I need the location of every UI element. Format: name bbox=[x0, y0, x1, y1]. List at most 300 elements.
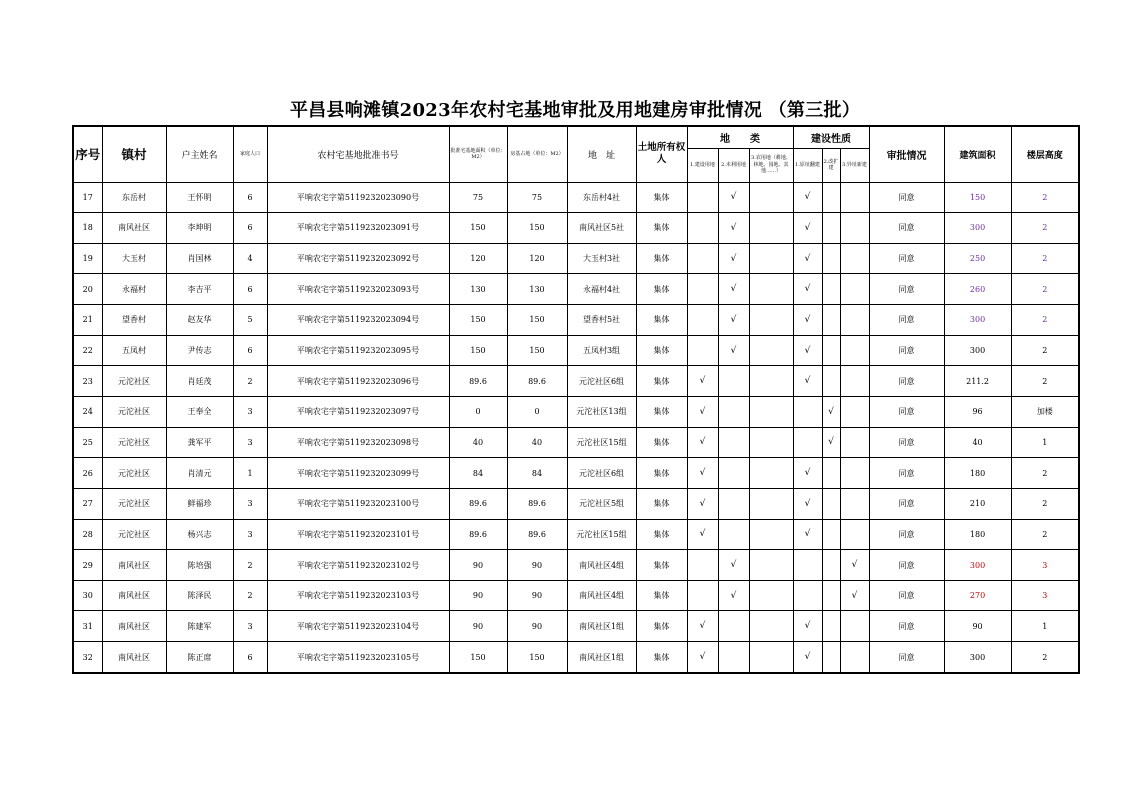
cell-house-area: 150 bbox=[507, 305, 567, 336]
cell-build-area: 300 bbox=[944, 213, 1011, 244]
table-row bbox=[73, 213, 1079, 244]
cell-nature-2: √ bbox=[822, 396, 840, 427]
cell-land-owner: 集体 bbox=[636, 396, 687, 427]
cell-family-pop: 3 bbox=[233, 519, 267, 550]
table-row bbox=[73, 488, 1079, 519]
cell-land-type-2 bbox=[718, 519, 749, 550]
cell-nature-1: √ bbox=[793, 366, 822, 397]
header-village: 镇村 bbox=[102, 126, 166, 182]
cell-land-type-3 bbox=[749, 427, 793, 458]
cell-nature-3 bbox=[840, 642, 869, 673]
cell-land-type-3 bbox=[749, 243, 793, 274]
header-approval: 审批情况 bbox=[869, 126, 944, 182]
cell-approved-area: 150 bbox=[449, 213, 507, 244]
cell-build-area: 270 bbox=[944, 580, 1011, 611]
cell-land-type-1: √ bbox=[687, 396, 718, 427]
cell-land-type-3 bbox=[749, 611, 793, 642]
table-header bbox=[73, 126, 1079, 182]
cell-nature-3 bbox=[840, 305, 869, 336]
header-nature-group: 建设性质 bbox=[793, 126, 869, 148]
cell-approved-area: 150 bbox=[449, 642, 507, 673]
cell-approved-area: 90 bbox=[449, 580, 507, 611]
cell-nature-1: √ bbox=[793, 182, 822, 213]
cell-village: 大玉村 bbox=[102, 243, 166, 274]
cell-family-pop: 6 bbox=[233, 642, 267, 673]
cell-land-owner: 集体 bbox=[636, 580, 687, 611]
cell-build-area: 211.2 bbox=[944, 366, 1011, 397]
cell-house-area: 89.6 bbox=[507, 366, 567, 397]
cell-land-owner: 集体 bbox=[636, 488, 687, 519]
cell-address: 南风社区1组 bbox=[567, 611, 636, 642]
header-approved-area: 批准宅基地面积（单位：M2） bbox=[449, 126, 507, 182]
cell-land-type-2: √ bbox=[718, 335, 749, 366]
cell-address: 元沱社区6组 bbox=[567, 458, 636, 489]
cell-approved-area: 89.6 bbox=[449, 366, 507, 397]
cell-land-type-3 bbox=[749, 519, 793, 550]
cell-house-area: 40 bbox=[507, 427, 567, 458]
cell-village: 南风社区 bbox=[102, 580, 166, 611]
cell-approved-area: 89.6 bbox=[449, 519, 507, 550]
cell-land-type-2 bbox=[718, 642, 749, 673]
cell-owner: 陈正席 bbox=[166, 642, 233, 673]
cell-seq: 24 bbox=[73, 396, 102, 427]
cell-approval-no: 平响农宅字第5119232023105号 bbox=[267, 642, 449, 673]
cell-nature-1: √ bbox=[793, 243, 822, 274]
cell-address: 元沱社区15组 bbox=[567, 427, 636, 458]
cell-land-type-1 bbox=[687, 550, 718, 581]
cell-address: 元沱社区15组 bbox=[567, 519, 636, 550]
cell-floor-height: 2 bbox=[1011, 519, 1079, 550]
cell-address: 元沱社区13组 bbox=[567, 396, 636, 427]
cell-build-area: 210 bbox=[944, 488, 1011, 519]
cell-nature-1 bbox=[793, 427, 822, 458]
cell-owner: 龚军平 bbox=[166, 427, 233, 458]
cell-owner: 李坤明 bbox=[166, 213, 233, 244]
table-body bbox=[73, 182, 1079, 673]
cell-land-owner: 集体 bbox=[636, 335, 687, 366]
header-nature-3: 3.异址新建 bbox=[840, 148, 869, 182]
cell-build-area: 150 bbox=[944, 182, 1011, 213]
cell-land-owner: 集体 bbox=[636, 274, 687, 305]
cell-build-area: 300 bbox=[944, 305, 1011, 336]
cell-approval: 同意 bbox=[869, 396, 944, 427]
cell-house-area: 150 bbox=[507, 213, 567, 244]
header-address: 地 址 bbox=[567, 126, 636, 182]
cell-village: 望香村 bbox=[102, 305, 166, 336]
cell-approval-no: 平响农宅字第5119232023092号 bbox=[267, 243, 449, 274]
cell-family-pop: 2 bbox=[233, 366, 267, 397]
cell-build-area: 180 bbox=[944, 519, 1011, 550]
cell-land-owner: 集体 bbox=[636, 305, 687, 336]
cell-land-owner: 集体 bbox=[636, 458, 687, 489]
cell-nature-2 bbox=[822, 274, 840, 305]
cell-land-type-3 bbox=[749, 335, 793, 366]
cell-floor-height: 2 bbox=[1011, 488, 1079, 519]
cell-build-area: 90 bbox=[944, 611, 1011, 642]
cell-owner: 陈泽民 bbox=[166, 580, 233, 611]
cell-nature-1 bbox=[793, 550, 822, 581]
cell-house-area: 150 bbox=[507, 335, 567, 366]
cell-approved-area: 90 bbox=[449, 611, 507, 642]
cell-nature-3 bbox=[840, 213, 869, 244]
cell-build-area: 260 bbox=[944, 274, 1011, 305]
cell-land-owner: 集体 bbox=[636, 550, 687, 581]
cell-approval: 同意 bbox=[869, 274, 944, 305]
cell-seq: 29 bbox=[73, 550, 102, 581]
cell-floor-height: 2 bbox=[1011, 213, 1079, 244]
cell-approval: 同意 bbox=[869, 611, 944, 642]
cell-village: 元沱社区 bbox=[102, 366, 166, 397]
cell-land-type-1 bbox=[687, 305, 718, 336]
cell-build-area: 96 bbox=[944, 396, 1011, 427]
cell-family-pop: 6 bbox=[233, 213, 267, 244]
cell-land-type-3 bbox=[749, 642, 793, 673]
cell-land-owner: 集体 bbox=[636, 642, 687, 673]
table-row bbox=[73, 642, 1079, 673]
cell-nature-2 bbox=[822, 550, 840, 581]
header-land-type-group: 地 类 bbox=[687, 126, 793, 148]
cell-floor-height: 2 bbox=[1011, 274, 1079, 305]
cell-floor-height: 1 bbox=[1011, 427, 1079, 458]
cell-nature-2 bbox=[822, 182, 840, 213]
cell-land-type-2: √ bbox=[718, 274, 749, 305]
cell-land-type-1: √ bbox=[687, 427, 718, 458]
cell-approval-no: 平响农宅字第5119232023096号 bbox=[267, 366, 449, 397]
cell-floor-height: 3 bbox=[1011, 550, 1079, 581]
cell-owner: 王奉全 bbox=[166, 396, 233, 427]
cell-nature-1: √ bbox=[793, 642, 822, 673]
cell-family-pop: 3 bbox=[233, 611, 267, 642]
cell-land-owner: 集体 bbox=[636, 366, 687, 397]
cell-owner: 赵友华 bbox=[166, 305, 233, 336]
cell-house-area: 89.6 bbox=[507, 519, 567, 550]
header-floor-height: 楼层高度 bbox=[1011, 126, 1079, 182]
cell-approval: 同意 bbox=[869, 488, 944, 519]
cell-seq: 28 bbox=[73, 519, 102, 550]
cell-village: 南风社区 bbox=[102, 213, 166, 244]
table-row bbox=[73, 335, 1079, 366]
cell-nature-2 bbox=[822, 519, 840, 550]
cell-village: 元沱社区 bbox=[102, 488, 166, 519]
cell-family-pop: 6 bbox=[233, 274, 267, 305]
cell-land-owner: 集体 bbox=[636, 182, 687, 213]
cell-approval: 同意 bbox=[869, 243, 944, 274]
table-row bbox=[73, 611, 1079, 642]
cell-approval-no: 平响农宅字第5119232023098号 bbox=[267, 427, 449, 458]
cell-land-type-2: √ bbox=[718, 213, 749, 244]
cell-land-type-1: √ bbox=[687, 458, 718, 489]
cell-nature-2: √ bbox=[822, 427, 840, 458]
cell-house-area: 89.6 bbox=[507, 488, 567, 519]
cell-approval-no: 平响农宅字第5119232023103号 bbox=[267, 580, 449, 611]
header-approval-no: 农村宅基地批准书号 bbox=[267, 126, 449, 182]
cell-land-type-2 bbox=[718, 427, 749, 458]
cell-nature-3 bbox=[840, 243, 869, 274]
cell-approval-no: 平响农宅字第5119232023090号 bbox=[267, 182, 449, 213]
cell-seq: 31 bbox=[73, 611, 102, 642]
cell-land-owner: 集体 bbox=[636, 427, 687, 458]
cell-approval-no: 平响农宅字第5119232023102号 bbox=[267, 550, 449, 581]
cell-seq: 32 bbox=[73, 642, 102, 673]
cell-nature-1: √ bbox=[793, 458, 822, 489]
cell-approval: 同意 bbox=[869, 366, 944, 397]
cell-owner: 陈建军 bbox=[166, 611, 233, 642]
cell-house-area: 90 bbox=[507, 580, 567, 611]
cell-approved-area: 150 bbox=[449, 335, 507, 366]
table-row bbox=[73, 550, 1079, 581]
cell-approved-area: 120 bbox=[449, 243, 507, 274]
cell-land-type-3 bbox=[749, 396, 793, 427]
cell-family-pop: 6 bbox=[233, 182, 267, 213]
cell-land-type-3 bbox=[749, 488, 793, 519]
header-land-type-3: 3.农用地（耕地、林地、园地、其他……） bbox=[749, 148, 793, 182]
cell-owner: 陈培强 bbox=[166, 550, 233, 581]
cell-nature-1: √ bbox=[793, 611, 822, 642]
table-row bbox=[73, 519, 1079, 550]
cell-house-area: 0 bbox=[507, 396, 567, 427]
cell-build-area: 250 bbox=[944, 243, 1011, 274]
cell-seq: 22 bbox=[73, 335, 102, 366]
cell-build-area: 40 bbox=[944, 427, 1011, 458]
cell-land-type-1: √ bbox=[687, 488, 718, 519]
cell-nature-1: √ bbox=[793, 335, 822, 366]
cell-approval: 同意 bbox=[869, 335, 944, 366]
cell-land-type-1: √ bbox=[687, 642, 718, 673]
cell-nature-2 bbox=[822, 642, 840, 673]
cell-nature-3: √ bbox=[840, 550, 869, 581]
cell-land-type-2 bbox=[718, 611, 749, 642]
cell-land-type-1: √ bbox=[687, 519, 718, 550]
cell-village: 南风社区 bbox=[102, 550, 166, 581]
cell-approved-area: 0 bbox=[449, 396, 507, 427]
cell-family-pop: 3 bbox=[233, 396, 267, 427]
cell-house-area: 75 bbox=[507, 182, 567, 213]
cell-seq: 30 bbox=[73, 580, 102, 611]
cell-build-area: 300 bbox=[944, 642, 1011, 673]
cell-village: 东岳村 bbox=[102, 182, 166, 213]
cell-address: 南风社区4组 bbox=[567, 580, 636, 611]
cell-nature-3 bbox=[840, 182, 869, 213]
cell-house-area: 90 bbox=[507, 611, 567, 642]
cell-approved-area: 150 bbox=[449, 305, 507, 336]
cell-approved-area: 90 bbox=[449, 550, 507, 581]
cell-approval: 同意 bbox=[869, 642, 944, 673]
table-row bbox=[73, 458, 1079, 489]
cell-village: 永福村 bbox=[102, 274, 166, 305]
cell-land-type-2 bbox=[718, 458, 749, 489]
cell-floor-height: 加楼 bbox=[1011, 396, 1079, 427]
header-nature-2: 2.改扩建 bbox=[822, 148, 840, 182]
cell-address: 永福村4社 bbox=[567, 274, 636, 305]
cell-nature-2 bbox=[822, 213, 840, 244]
cell-approval-no: 平响农宅字第5119232023097号 bbox=[267, 396, 449, 427]
cell-village: 元沱社区 bbox=[102, 396, 166, 427]
cell-house-area: 120 bbox=[507, 243, 567, 274]
cell-address: 元沱社区6组 bbox=[567, 366, 636, 397]
cell-approval: 同意 bbox=[869, 519, 944, 550]
cell-approval: 同意 bbox=[869, 213, 944, 244]
table-row bbox=[73, 274, 1079, 305]
cell-owner: 肖清元 bbox=[166, 458, 233, 489]
cell-address: 东岳村4社 bbox=[567, 182, 636, 213]
cell-nature-1 bbox=[793, 580, 822, 611]
cell-floor-height: 2 bbox=[1011, 305, 1079, 336]
cell-house-area: 84 bbox=[507, 458, 567, 489]
cell-approval-no: 平响农宅字第5119232023104号 bbox=[267, 611, 449, 642]
cell-land-type-1 bbox=[687, 274, 718, 305]
table-row bbox=[73, 580, 1079, 611]
cell-approval: 同意 bbox=[869, 427, 944, 458]
table-row bbox=[73, 243, 1079, 274]
cell-owner: 鲜福珍 bbox=[166, 488, 233, 519]
cell-land-type-1 bbox=[687, 335, 718, 366]
cell-floor-height: 3 bbox=[1011, 580, 1079, 611]
cell-village: 元沱社区 bbox=[102, 458, 166, 489]
cell-approval: 同意 bbox=[869, 550, 944, 581]
cell-land-type-1 bbox=[687, 213, 718, 244]
cell-nature-1: √ bbox=[793, 213, 822, 244]
cell-approval-no: 平响农宅字第5119232023100号 bbox=[267, 488, 449, 519]
cell-house-area: 90 bbox=[507, 550, 567, 581]
cell-land-type-2: √ bbox=[718, 550, 749, 581]
cell-land-type-3 bbox=[749, 182, 793, 213]
cell-approved-area: 40 bbox=[449, 427, 507, 458]
cell-land-type-1: √ bbox=[687, 366, 718, 397]
cell-seq: 21 bbox=[73, 305, 102, 336]
cell-land-type-3 bbox=[749, 213, 793, 244]
cell-village: 五凤村 bbox=[102, 335, 166, 366]
cell-owner: 杨兴志 bbox=[166, 519, 233, 550]
cell-land-type-2 bbox=[718, 366, 749, 397]
cell-land-type-2 bbox=[718, 396, 749, 427]
cell-nature-2 bbox=[822, 458, 840, 489]
cell-land-type-1 bbox=[687, 580, 718, 611]
cell-family-pop: 3 bbox=[233, 488, 267, 519]
cell-land-owner: 集体 bbox=[636, 213, 687, 244]
cell-nature-2 bbox=[822, 366, 840, 397]
table-row bbox=[73, 427, 1079, 458]
cell-nature-2 bbox=[822, 580, 840, 611]
cell-nature-2 bbox=[822, 305, 840, 336]
cell-nature-1: √ bbox=[793, 519, 822, 550]
header-land-type-1: 1.建设用地 bbox=[687, 148, 718, 182]
cell-approved-area: 89.6 bbox=[449, 488, 507, 519]
cell-nature-3 bbox=[840, 611, 869, 642]
cell-nature-1 bbox=[793, 396, 822, 427]
cell-house-area: 130 bbox=[507, 274, 567, 305]
page-title: 平昌县响滩镇2023年农村宅基地审批及用地建房审批情况 （第三批） bbox=[289, 100, 861, 121]
cell-nature-2 bbox=[822, 243, 840, 274]
cell-nature-3 bbox=[840, 519, 869, 550]
cell-approval-no: 平响农宅字第5119232023094号 bbox=[267, 305, 449, 336]
cell-nature-1: √ bbox=[793, 488, 822, 519]
cell-family-pop: 2 bbox=[233, 550, 267, 581]
header-land-owner: 土地所有权人 bbox=[636, 126, 687, 182]
cell-family-pop: 3 bbox=[233, 427, 267, 458]
table-row bbox=[73, 396, 1079, 427]
cell-land-type-3 bbox=[749, 274, 793, 305]
cell-seq: 27 bbox=[73, 488, 102, 519]
cell-family-pop: 1 bbox=[233, 458, 267, 489]
cell-seq: 25 bbox=[73, 427, 102, 458]
cell-land-type-1: √ bbox=[687, 611, 718, 642]
cell-approval-no: 平响农宅字第5119232023099号 bbox=[267, 458, 449, 489]
cell-land-type-3 bbox=[749, 580, 793, 611]
cell-floor-height: 2 bbox=[1011, 182, 1079, 213]
header-family-pop: 家庭人口 bbox=[233, 126, 267, 182]
cell-land-type-3 bbox=[749, 458, 793, 489]
header-seq: 序号 bbox=[73, 126, 102, 182]
cell-seq: 20 bbox=[73, 274, 102, 305]
header-nature-1: 1.原址翻建 bbox=[793, 148, 822, 182]
cell-owner: 肖廷茂 bbox=[166, 366, 233, 397]
table-row bbox=[73, 182, 1079, 213]
cell-floor-height: 2 bbox=[1011, 458, 1079, 489]
cell-nature-2 bbox=[822, 488, 840, 519]
cell-nature-3 bbox=[840, 366, 869, 397]
header-house-area: 房基占地（单位：M2） bbox=[507, 126, 567, 182]
header-owner: 户主姓名 bbox=[166, 126, 233, 182]
cell-approval-no: 平响农宅字第5119232023091号 bbox=[267, 213, 449, 244]
cell-land-owner: 集体 bbox=[636, 519, 687, 550]
cell-house-area: 150 bbox=[507, 642, 567, 673]
cell-land-type-2: √ bbox=[718, 305, 749, 336]
cell-approval: 同意 bbox=[869, 458, 944, 489]
cell-land-type-2: √ bbox=[718, 243, 749, 274]
cell-owner: 李吉平 bbox=[166, 274, 233, 305]
cell-nature-3 bbox=[840, 458, 869, 489]
header-land-type-2: 2.未利用地 bbox=[718, 148, 749, 182]
cell-nature-1: √ bbox=[793, 305, 822, 336]
cell-nature-3 bbox=[840, 488, 869, 519]
cell-address: 元沱社区5组 bbox=[567, 488, 636, 519]
cell-nature-3: √ bbox=[840, 580, 869, 611]
cell-nature-1: √ bbox=[793, 274, 822, 305]
cell-village: 元沱社区 bbox=[102, 427, 166, 458]
cell-land-type-2: √ bbox=[718, 182, 749, 213]
cell-approval-no: 平响农宅字第5119232023101号 bbox=[267, 519, 449, 550]
cell-floor-height: 2 bbox=[1011, 335, 1079, 366]
cell-owner: 王怀明 bbox=[166, 182, 233, 213]
cell-village: 南风社区 bbox=[102, 611, 166, 642]
cell-build-area: 300 bbox=[944, 550, 1011, 581]
cell-family-pop: 2 bbox=[233, 580, 267, 611]
table-row bbox=[73, 366, 1079, 397]
cell-floor-height: 1 bbox=[1011, 611, 1079, 642]
cell-approved-area: 130 bbox=[449, 274, 507, 305]
cell-seq: 19 bbox=[73, 243, 102, 274]
cell-land-type-2: √ bbox=[718, 580, 749, 611]
cell-family-pop: 6 bbox=[233, 335, 267, 366]
cell-seq: 17 bbox=[73, 182, 102, 213]
cell-owner: 肖国林 bbox=[166, 243, 233, 274]
cell-address: 南风社区4组 bbox=[567, 550, 636, 581]
table-row bbox=[73, 305, 1079, 336]
cell-owner: 尹传志 bbox=[166, 335, 233, 366]
cell-build-area: 300 bbox=[944, 335, 1011, 366]
cell-seq: 18 bbox=[73, 213, 102, 244]
cell-family-pop: 5 bbox=[233, 305, 267, 336]
cell-seq: 23 bbox=[73, 366, 102, 397]
cell-land-owner: 集体 bbox=[636, 611, 687, 642]
cell-address: 望香村5社 bbox=[567, 305, 636, 336]
cell-nature-3 bbox=[840, 396, 869, 427]
cell-approval: 同意 bbox=[869, 580, 944, 611]
cell-village: 元沱社区 bbox=[102, 519, 166, 550]
cell-build-area: 180 bbox=[944, 458, 1011, 489]
cell-village: 南风社区 bbox=[102, 642, 166, 673]
cell-address: 南风社区5社 bbox=[567, 213, 636, 244]
